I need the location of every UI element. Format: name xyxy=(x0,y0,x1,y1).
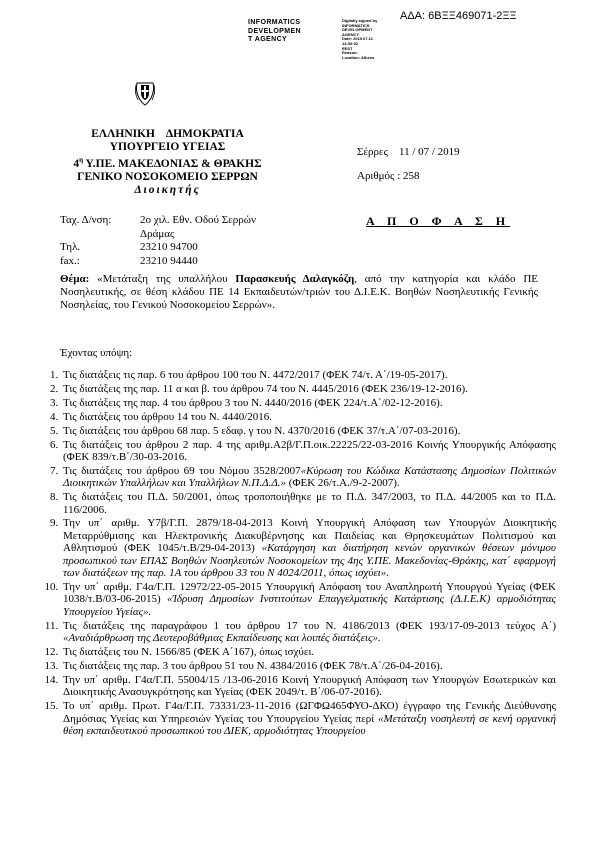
list-item: 6. Τις διατάξεις του άρθρου 2 παρ. 4 της αριθμ.Α2β/Γ.Π.οικ.22225/22-03-2016 Κοινής Υπουργικής Απόφασης (ΦΕΚ 839/τ.Β΄/30-03-2016. xyxy=(61,439,556,464)
fax-value: 23210 94440 xyxy=(140,254,198,267)
list-item: 1. Τις διατάξεις τις παρ. 6 του άρθρου 100 του Ν. 4472/2017 (ΦΕΚ 74/τ. Α΄/19-05-2017). xyxy=(61,369,556,381)
header-role: Διοικητής xyxy=(134,183,201,196)
subject-label: Θέμα: xyxy=(60,273,90,285)
list-item: 8. Τις διατάξεις του Π.Δ. 50/2001, όπως τροποποιήθηκε με το Π.Δ. 347/2003, το Π.Δ. 44/2005 και το Π.Δ. 116/2006. xyxy=(61,491,556,516)
address-value: 2ο χιλ. Εθν. Οδού Σερρών xyxy=(140,214,256,226)
ita-digital-signature-stamp xyxy=(248,18,388,60)
address-label: Ταχ. Δ/νση: xyxy=(60,214,112,226)
subject-paragraph: Θέμα: «Μετάταξη της υπαλλήλου Παρασκευής Δαλαγκόζη, από την κατηγορία και κλάδο ΠΕ Νοσηλευτικής, σε θέση κλάδου ΠΕ 14 Εκπαιδευτών/τριών του Δ.Ι.Ε.Κ. Βοηθών Νοσηλευτικής Γενικής Νοσηλείας, του Γενικού Νοσοκομείου Σερρών». xyxy=(60,273,538,311)
issuer-header xyxy=(60,128,275,197)
header-country: ΕΛΛΗΝΙΚΗ ΔΗΜΟΚΡΑΤΙΑ xyxy=(91,128,244,140)
header-region: $4^\eta$ Υ.ΠΕ. ΜΑΚΕΔΟΝΙΑΣ & ΘΡΑΚΗΣ xyxy=(73,156,262,170)
ita-logo-text: INFORMATICS DEVELOPMEN T AGENCY xyxy=(248,19,302,43)
header-ministry: ΥΠΟΥΡΓΕΙΟ ΥΓΕΙΑΣ xyxy=(109,141,226,153)
fax-label: fax.: xyxy=(60,254,80,267)
contact-address xyxy=(60,214,280,268)
list-item: 5. Τις διατάξεις του άρθρου 68 παρ. 5 εδαφ. γ του Ν. 4370/2016 (ΦΕΚ 37/τ.Α΄/07-03-2016). xyxy=(61,425,556,437)
list-item: 10. Την υπ΄ αριθμ. Γ4α/Γ.Π. 12972/22-05-2015 Υπουργική Απόφαση του Αναπληρωτή Υπουργού Υγείας (ΦΕΚ 1038/τ.Β/03-06-2015) «Ίδρυση Δημοσίων Ινστιτούτων Επαγγελματικής Κατάρτισης (Δ.Ι.Ε.Κ) αρμοδιότητας Υπουργείου Υγείας». xyxy=(61,581,556,618)
list-item: 14. Την υπ΄ αριθμ. Γ4α/Γ.Π. 55004/15 /13-06-2016 Κοινή Υπουργική Απόφαση των Υπουργών Εσωτερικών και Διοικητικής Ανασυγκρότησης και Υγείας (ΦΕΚ 2049/τ. Β΄/06-07-2016). xyxy=(61,674,556,699)
list-item: 12. Τις διατάξεις του Ν. 1566/85 (ΦΕΚ Α΄167), όπως ισχύει. xyxy=(61,646,556,658)
taking-into-account: Έχοντας υπόψη: xyxy=(60,347,133,359)
list-item: 15. Το υπ΄ αριθμ. Πρωτ. Γ4α/Γ.Π. 73331/23-11-2016 (ΩΓΦΩ465ΦΥΟ-ΔΚΟ) έγγραφο της Γενικής Διεύθυνσης Δημόσιας Υγείας και Υπηρεσιών Υγείας του Υπουργείου Υγείας περί «Μετάταξη νοσηλευτή σε κενή οργανική θέση εκπαιδευτικού προσωπικού του ΔΙΕΚ, αρμοδιότητας Υπουργείου xyxy=(61,700,556,737)
list-item: 4. Τις διατάξεις του άρθρου 14 του Ν. 4440/2016. xyxy=(61,411,556,423)
legal-basis-list xyxy=(45,369,556,739)
header-hospital: ΓΕΝΙΚΟ ΝΟΣΟΚΟΜΕΙΟ ΣΕΡΡΩΝ xyxy=(77,170,258,183)
signature-details: Digitally signed by INFORMATICS DEVELOPMENT AGENCY Date: 2019.07.11 14:30:02 EEST Reason: Location: Athens xyxy=(342,18,378,60)
list-item: 11. Τις διατάξεις της παραγράφου 1 του άρθρου 17 του Ν. 4186/2013 (ΦΕΚ 193/17-09-2013 τεύχος Α΄) «Αναδιάρθρωση της Δευτεροβάθμιας Εκπαίδευσης και λοιπές διατάξεις». xyxy=(61,620,556,645)
greek-emblem-icon xyxy=(133,80,157,106)
place-date: Σέρρες 11 / 07 / 2019 xyxy=(357,146,460,158)
decision-title: Α Π Ο Φ Α Σ Η xyxy=(366,214,511,228)
phone-label: Τηλ. xyxy=(60,241,81,253)
list-item: 2. Τις διατάξεις της παρ. 11 α και β. του άρθρου 74 του Ν. 4445/2016 (ΦΕΚ 236/19-12-2016). xyxy=(61,383,556,395)
protocol-number: Αριθμός : 258 xyxy=(357,170,420,182)
address-value-city: Δράμας xyxy=(140,227,175,240)
list-item: 13. Τις διατάξεις της παρ. 3 του άρθρου 51 του Ν. 4384/2016 (ΦΕΚ 78/τ.Α΄/26-04-2016). xyxy=(61,660,556,672)
ada-code: ΑΔΑ: 6ΒΞΞ469071-2ΞΞ xyxy=(400,10,517,22)
list-item: 9. Την υπ΄ αριθμ. Υ7β/Γ.Π. 2879/18-04-2013 Κοινή Υπουργική Απόφαση των Υπουργών Διοικητικής Μεταρρύθμισης και Ηλεκτρονικής Διακυβέρνησης και Παιδείας και Θρησκευμάτων Πολιτισμού και Αθλητισμού (ΦΕΚ 1045/τ.Β/29-04-2013) «Κατάργηση και διατήρηση κενών οργανικών θέσεων μόνιμου προσωπικού των ΕΠΑΣ Βοηθών Νοσηλευτών Νοσοκομείων της 4ης Υ.ΠΕ. Μακεδονίας-Θράκης, κατ΄ εφαρμογή των διατάξεων της παρ. 1Α του άρθρου 33 του Ν 4024/2011, όπως ισχύει». xyxy=(61,517,556,579)
list-item: 3. Τις διατάξεις της παρ. 4 του άρθρου 3 του Ν. 4440/2016 (ΦΕΚ 224/τ.Α΄/02-12-2016). xyxy=(61,397,556,409)
employee-name: Παρασκευής Δαλαγκόζη xyxy=(235,273,355,285)
list-item: 7. Τις διατάξεις του άρθρου 69 του Νόμου 3528/2007«Κύρωση του Κώδικα Κατάστασης Δημοσίων Πολιτικών Διοικητικών Υπαλλήλων και Υπαλλήλων Ν.Π.Δ.Δ.» (ΦΕΚ 26/τ.Α./9-2-2007). xyxy=(61,465,556,490)
phone-value: 23210 94700 xyxy=(140,241,198,253)
